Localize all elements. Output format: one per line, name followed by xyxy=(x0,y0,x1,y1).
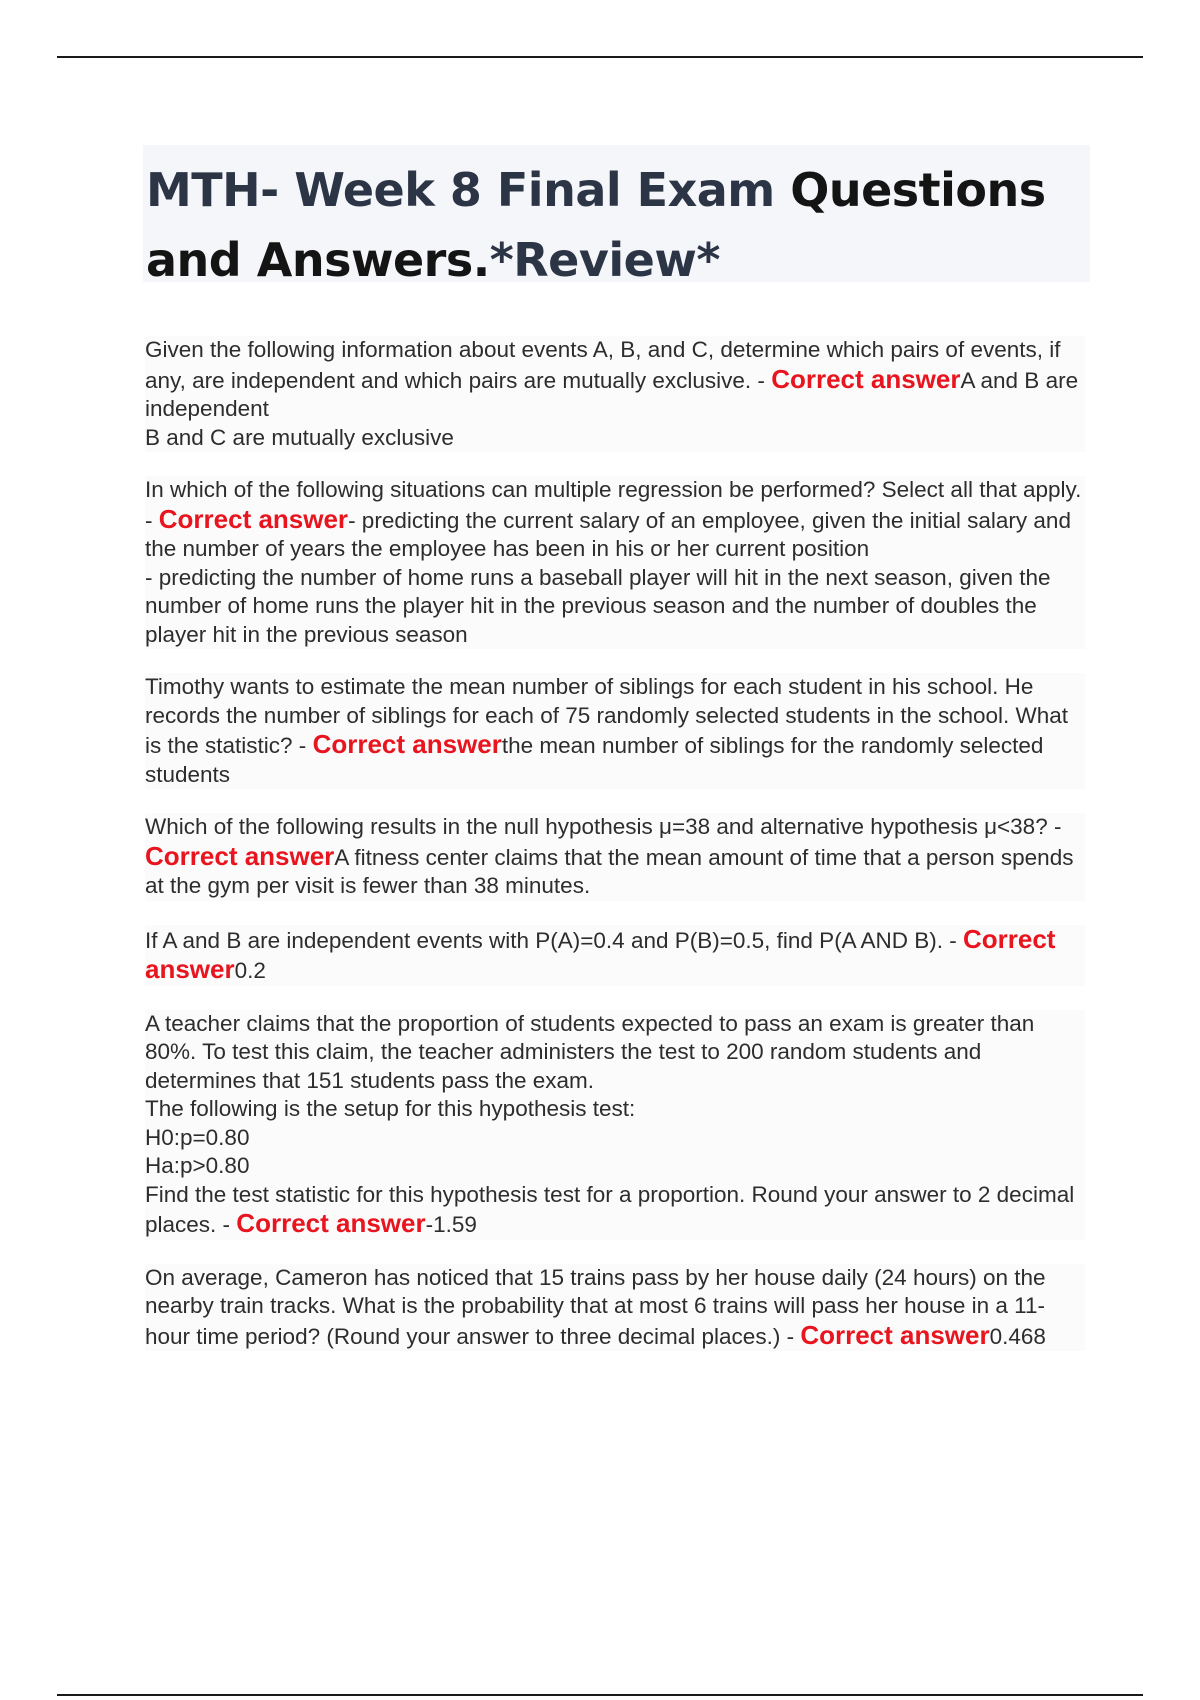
qa-item xyxy=(145,1264,1085,1352)
answer-text: B and C are mutually exclusive xyxy=(145,424,454,450)
page-title xyxy=(146,155,1087,295)
qa-item xyxy=(145,1010,1085,1240)
question-text: Ha:p>0.80 xyxy=(145,1153,250,1178)
correct-answer-label: Correct answer xyxy=(800,1319,990,1350)
qa-item xyxy=(145,476,1085,649)
answer-text: - predicting the current salary of an employee, given the initial salary and the number of years the employee has been in his or her current position xyxy=(145,507,1071,561)
question-text: Timothy wants to estimate the mean number of siblings for each student in his school. He records the number of siblings for each of 75 randomly selected students in the school. What is the statistic? - xyxy=(145,674,1068,758)
qa-item xyxy=(145,673,1085,789)
qa-item xyxy=(145,336,1085,452)
answer-text: -1.59 xyxy=(425,1212,477,1237)
qa-list xyxy=(145,336,1085,1375)
question-text: The following is the setup for this hypothesis test: xyxy=(145,1096,636,1121)
header-rule xyxy=(57,56,1143,58)
answer-text: A and B are independent xyxy=(145,367,1079,421)
question-text: Given the following information about events A, B, and C, determine which pairs of events, if any, are independent and which pairs are mutually exclusive. - xyxy=(145,337,1061,393)
correct-answer-label: Correct answer xyxy=(312,729,502,759)
correct-answer-label: Correct answer xyxy=(158,503,349,534)
qa-item xyxy=(145,925,1085,986)
title-part-2: Questions and Answers. xyxy=(146,163,1046,287)
correct-answer-label: Correct answer xyxy=(771,363,961,394)
question-text: In which of the following situations can multiple regression be performed? Select all that apply. - xyxy=(145,477,1082,533)
answer-text: 0.2 xyxy=(234,958,266,983)
qa-item xyxy=(145,813,1085,901)
question-text: Which of the following results in the null hypothesis μ=38 and alternative hypothesis μ<38? - xyxy=(145,814,1062,839)
answer-text: the mean number of siblings for the randomly selected students xyxy=(145,733,1044,787)
correct-answer-label: Correct answer xyxy=(236,1208,426,1238)
title-part-3: *Review* xyxy=(489,233,720,287)
answer-text: 0.468 xyxy=(989,1323,1046,1349)
title-part-1: MTH- Week 8 Final Exam xyxy=(146,163,791,217)
correct-answer-label: Correct answer xyxy=(145,923,1056,984)
answer-text: - predicting the number of home runs a baseball player will hit in the next season, given the number of home runs the player hit in the previous season and the number of doubles the player hit in the previous season xyxy=(145,564,1051,647)
question-text: If A and B are independent events with P(A)=0.4 and P(B)=0.5, find P(A AND B). - xyxy=(145,927,963,953)
title-banner xyxy=(143,145,1090,287)
answer-text: A fitness center claims that the mean amount of time that a person spends at the gym per visit is fewer than 38 minutes. xyxy=(145,844,1074,898)
question-text: A teacher claims that the proportion of students expected to pass an exam is greater than 80%. To test this claim, the teacher administers the test to 200 random students and determines that 151 students pass the exam. xyxy=(145,1010,1035,1093)
question-text: H0:p=0.80 xyxy=(145,1124,250,1150)
correct-answer-label: Correct answer xyxy=(145,840,335,871)
footer-rule xyxy=(57,1694,1143,1696)
question-text: Find the test statistic for this hypothesis test for a proportion. Round your answer to 2 decimal places. - xyxy=(145,1181,1075,1237)
question-text: On average, Cameron has noticed that 15 trains pass by her house daily (24 hours) on the nearby train tracks. What is the probability that at most 6 trains will pass her house in a 11-hour time period? (Round your answer to three decimal places.) - xyxy=(145,1264,1046,1349)
